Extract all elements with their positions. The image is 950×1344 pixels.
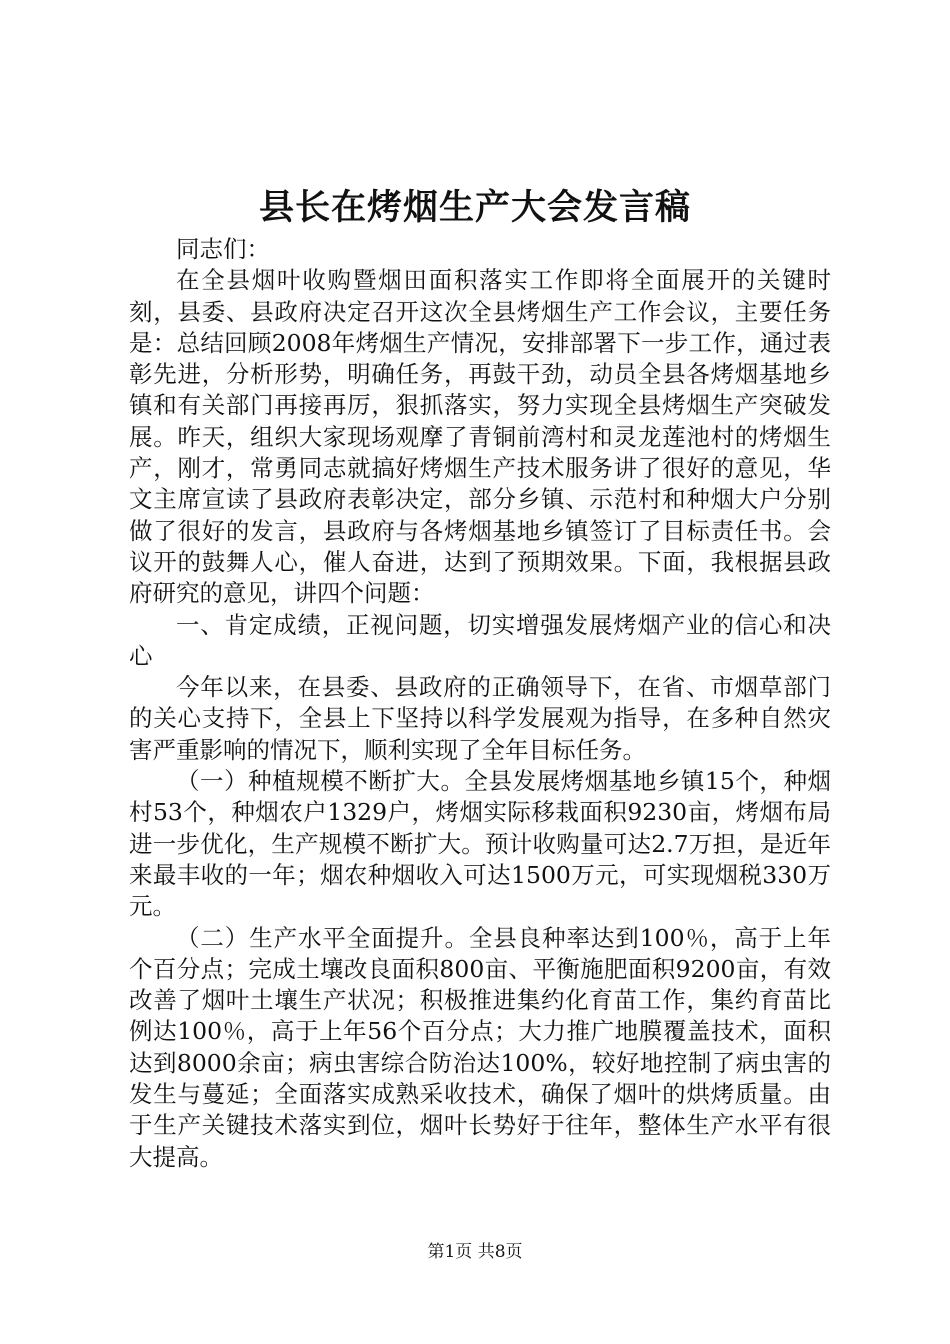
paragraph-overview: 今年以来，在县委、县政府的正确领导下，在省、市烟草部门的关心支持下，全县上下坚持以科学发展观为指导，在多种自然灾害严重影响的情况下，顺利实现了全年目标任务。	[129, 673, 831, 764]
document-body	[129, 234, 831, 1173]
page-footer: 第1页 共8页	[427, 1242, 523, 1262]
section-heading: 一、肯定成绩，正视问题，切实增强发展烤烟产业的信心和决心	[129, 610, 831, 670]
paragraph-scale: （一）种植规模不断扩大。全县发展烤烟基地乡镇15个，种烟村53个，种烟农户1329户，烤烟实际移栽面积9230亩，烤烟布局进一步优化，生产规模不断扩大。预计收购量可达2.7万担，是近年来最丰收的一年；烟农种烟收入可达1500万元，可实现烟税330万元。	[129, 767, 831, 921]
paragraph-production: （二）生产水平全面提升。全县良种率达到100％，高于上年个百分点；完成土壤改良面积800亩、平衡施肥面积9200亩，有效改善了烟叶土壤生产状况；积极推进集约化育苗工作，集约育苗比例达100％，高于上年56个百分点；大力推广地膜覆盖技术，面积达到8000余亩；病虫害综合防治达100%，较好地控制了病虫害的发生与蔓延；全面落实成熟采收技术，确保了烟叶的烘烤质量。由于生产关键技术落实到位，烟叶长势好于往年，整体生产水平有很大提高。	[129, 923, 831, 1171]
salutation: 同志们：	[176, 235, 270, 263]
document-title: 县长在烤烟生产大会发言稿	[258, 187, 691, 228]
paragraph-intro: 在全县烟叶收购暨烟田面积落实工作即将全面展开的关键时刻，县委、县政府决定召开这次全县烤烟生产工作会议，主要任务是：总结回顾2008年烤烟生产情况，安排部署下一步工作，通过表彰先进，分析形势，明确任务，再鼓干劲，动员全县各烤烟基地乡镇和有关部门再接再厉，狠抓落实，努力实现全县烤烟生产突破发展。昨天，组织大家现场观摩了青铜前湾村和灵龙莲池村的烤烟生产，刚才，常勇同志就搞好烤烟生产技术服务讲了很好的意见，华文主席宣读了县政府表彰决定，部分乡镇、示范村和种烟大户分别做了很好的发言，县政府与各烤烟基地乡镇签订了目标责任书。会议开的鼓舞人心，催人奋进，达到了预期效果。下面，我根据县政府研究的意见，讲四个问题：	[129, 266, 831, 608]
